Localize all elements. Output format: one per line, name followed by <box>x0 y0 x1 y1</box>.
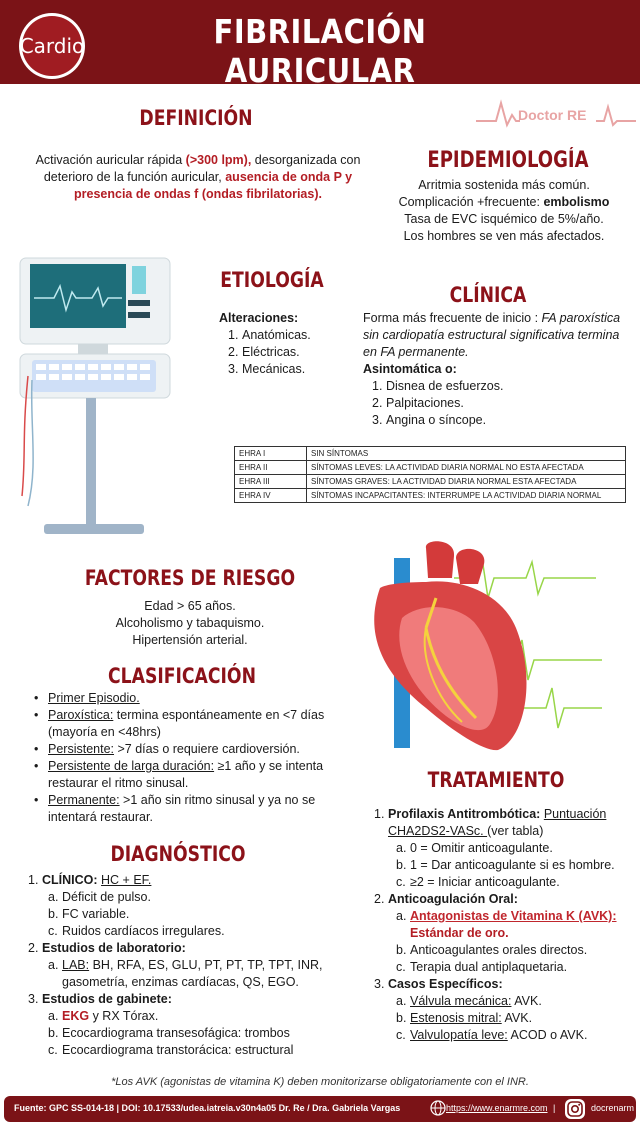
definicion-t4: ausencia de onda P y presencia de ondas f (ondas fibrilatorias). <box>74 170 353 201</box>
diag-subitem <box>48 1042 362 1059</box>
table-row <box>235 489 626 503</box>
bullet: • <box>34 759 39 773</box>
letter: a. <box>48 1009 59 1023</box>
ehra-table <box>234 446 626 503</box>
clasificacion-list <box>34 690 334 826</box>
ehra-class: EHRA II <box>235 461 307 475</box>
diag-heading-1 <box>28 872 362 889</box>
clasif-desc: >7 días o requiere cardioversión. <box>114 742 300 756</box>
trat-heading-2 <box>374 891 636 908</box>
ehra-desc: SIN SÍNTOMAS <box>307 447 626 461</box>
trat-case-label: Valvulopatía leve: <box>410 1028 508 1042</box>
diag-subitem-text: Ruidos cardíacos irregulares. <box>62 924 225 938</box>
ehra-desc: SÍNTOMAS GRAVES: LA ACTIVIDAD DIARIA NORMAL ESTA AFECTADA <box>307 475 626 489</box>
trat-sublist-3 <box>374 993 636 1044</box>
clinica-list <box>372 378 572 429</box>
ehra-class: EHRA IV <box>235 489 307 503</box>
clasif-label: Persistente de larga duración: <box>48 759 215 773</box>
globe-icon <box>430 1100 446 1116</box>
diag-sublist-1 <box>28 889 362 940</box>
num: 1. <box>228 328 239 342</box>
page-title: FIBRILACIÓN AURICULAR <box>213 12 427 90</box>
letter: b. <box>396 858 407 872</box>
diag-ekg: EKG <box>62 1009 90 1023</box>
clinica-title: CLÍNICA <box>449 283 527 307</box>
clinica-intro-italic: FA paroxística sin cardiopatía estructural significativa termina en FA permanente. <box>363 311 621 359</box>
num: 2. <box>372 396 383 410</box>
diag-subitem <box>48 1008 362 1025</box>
trat-h2: Anticoagulación Oral: <box>388 892 518 906</box>
clasificacion-item <box>34 741 334 758</box>
definicion-t1: Activación auricular rápida <box>35 153 186 167</box>
epidemiologia-text <box>364 177 640 245</box>
ehra-desc: SÍNTOMAS INCAPACITANTES: INTERRUMPE LA ACTIVIDAD DIARIA NORMAL <box>307 489 626 503</box>
trat-case-label: Estenosis mitral: <box>410 1011 502 1025</box>
table-row <box>235 461 626 475</box>
trat-subitem <box>396 840 636 857</box>
trat-heading-3 <box>374 976 636 993</box>
diag-lab-text: BH, RFA, ES, GLU, PT, PT, TP, TPT, INR, gasometría, enzimas cardíacas, QS, EGO. <box>62 958 323 989</box>
trat-subitem <box>396 959 636 976</box>
logo-text: Cardio <box>22 16 82 76</box>
diag-lab-label: LAB: <box>62 958 90 972</box>
clinica-item-text: Angina o síncope. <box>386 413 487 427</box>
clinica-item-text: Palpitaciones. <box>386 396 464 410</box>
clinica-asint: Asintomática o: <box>363 362 457 376</box>
trat-subitem <box>396 908 636 942</box>
clinica-intro-text: Forma más frecuente de inicio : <box>363 311 542 325</box>
etiologia-item-text: Anatómicas. <box>242 328 311 342</box>
letter: a. <box>48 958 59 972</box>
diag-subitem-text: FC variable. <box>62 907 130 921</box>
letter: a. <box>396 994 407 1008</box>
num: 3. <box>28 992 39 1006</box>
num: 3. <box>372 413 383 427</box>
letter: b. <box>396 943 407 957</box>
trat-avk-standard: Estándar de oro. <box>410 926 509 940</box>
bullet: • <box>34 691 39 705</box>
letter: c. <box>396 875 406 889</box>
bullet: • <box>34 793 39 807</box>
letter: b. <box>48 907 59 921</box>
footer-source: Fuente: GPC SS-014-18 | DOI: 10.17533/udea.iatreia.v30n4a05 Dr. Re / Dra. Gabriela Vargas <box>14 1103 401 1113</box>
trat-subitem <box>396 1027 636 1044</box>
trat-subitem <box>396 1010 636 1027</box>
clinica-item-text: Disnea de esfuerzos. <box>386 379 504 393</box>
epi-l2a: Complicación +frecuente: <box>398 195 544 209</box>
clasif-desc: ≥1 año y se intenta restaurar el ritmo sinusal. <box>48 759 324 790</box>
trat-h3: Casos Específicos: <box>388 977 503 991</box>
trat-h1a: Profilaxis Antitrombótica: <box>388 807 544 821</box>
clasificacion-title: CLASIFICACIÓN <box>108 664 256 688</box>
trat-subitem-text: Anticoagulantes orales directos. <box>410 943 588 957</box>
clasif-label: Primer Episodio. <box>48 691 140 705</box>
clasificacion-item <box>34 707 334 741</box>
cardio-logo <box>19 13 85 79</box>
diag-subitem-text: Ecocardiograma transtorácica: estructural <box>62 1043 294 1057</box>
epi-line-2 <box>364 194 640 211</box>
epi-line-1: Arritmia sostenida más común. <box>418 178 590 192</box>
footer-separator: | <box>553 1103 556 1113</box>
num: 3. <box>228 362 239 376</box>
diag-h3: Estudios de gabinete: <box>42 992 172 1006</box>
tratamiento-list <box>374 806 636 1044</box>
tratamiento-title: TRATAMIENTO <box>427 768 565 792</box>
letter: a. <box>396 841 407 855</box>
diag-sublist-2 <box>28 957 362 991</box>
diag-heading-3 <box>28 991 362 1008</box>
diag-subitem <box>48 889 362 906</box>
clasificacion-item <box>34 758 334 792</box>
factor-item: Alcoholismo y tabaquismo. <box>115 616 265 630</box>
letter: c. <box>396 960 406 974</box>
diagnostico-list <box>28 872 362 1059</box>
clinica-item <box>372 412 572 429</box>
bullet: • <box>34 742 39 756</box>
diag-h1a: CLÍNICO: <box>42 873 102 887</box>
factor-item: Hipertensión arterial. <box>132 633 248 647</box>
diag-subitem <box>48 923 362 940</box>
diag-h1b: HC + EF. <box>101 873 152 887</box>
definicion-text <box>28 152 368 203</box>
epi-line-3: Tasa de EVC isquémico de 5%/año. <box>404 212 604 226</box>
ehra-class: EHRA I <box>235 447 307 461</box>
ehra-class: EHRA III <box>235 475 307 489</box>
etiologia-title: ETIOLOGÍA <box>220 268 324 292</box>
trat-sublist-2 <box>374 908 636 976</box>
num: 1. <box>374 807 385 821</box>
factores-list <box>50 598 330 649</box>
definicion-t2: (>300 lpm), <box>185 153 252 167</box>
etiologia-item <box>228 344 358 361</box>
definicion-title: DEFINICIÓN <box>139 106 253 130</box>
epi-line-4: Los hombres se ven más afectados. <box>403 229 605 243</box>
trat-subitem-text: 0 = Omitir anticoagulante. <box>410 841 553 855</box>
trat-heading-1 <box>374 806 636 840</box>
clasif-label: Paroxística: <box>48 708 114 722</box>
footer-website-link[interactable]: https://www.enarmre.com <box>446 1103 548 1113</box>
trat-subitem-text: ≥2 = Iniciar anticoagulante. <box>410 875 560 889</box>
factor-item: Edad > 65 años. <box>144 599 236 613</box>
factores-title: FACTORES DE RIESGO <box>84 566 296 590</box>
diag-h2: Estudios de laboratorio: <box>42 941 186 955</box>
trat-case-value: AVK. <box>511 994 542 1008</box>
table-row <box>235 475 626 489</box>
diag-subitem <box>48 906 362 923</box>
etiologia-item <box>228 327 358 344</box>
clinica-intro <box>363 310 631 361</box>
num: 2. <box>28 941 39 955</box>
num: 1. <box>28 873 39 887</box>
avk-note: *Los AVK (agonistas de vitamina K) deben monitorizarse obligatoriamente con el INR. <box>111 1076 529 1088</box>
etiologia-item-text: Mecánicas. <box>242 362 306 376</box>
etiologia-list <box>228 327 358 378</box>
trat-subitem <box>396 874 636 891</box>
num: 2. <box>374 892 385 906</box>
table-row <box>235 447 626 461</box>
clasificacion-item <box>34 792 334 826</box>
letter: b. <box>396 1011 407 1025</box>
ehra-desc: SÍNTOMAS LEVES: LA ACTIVIDAD DIARIA NORMAL NO ESTA AFECTADA <box>307 461 626 475</box>
clasif-label: Permanente: <box>48 793 120 807</box>
trat-subitem-text: 1 = Dar anticoagulante si es hombre. <box>410 858 615 872</box>
trat-sublist-1 <box>374 840 636 891</box>
clasif-label: Persistente: <box>48 742 115 756</box>
clinica-item <box>372 378 572 395</box>
trat-h1c: (ver tabla) <box>487 824 544 838</box>
doctor-re-brand <box>474 95 638 129</box>
instagram-icon[interactable] <box>564 1098 586 1120</box>
doctor-re-text: Doctor RE <box>518 107 587 123</box>
trat-case-value: ACOD o AVK. <box>507 1028 588 1042</box>
etiologia-item <box>228 361 358 378</box>
trat-subitem-text: Terapia dual antiplaquetaria. <box>410 960 568 974</box>
clasificacion-item <box>34 690 334 707</box>
epi-l2b: embolismo <box>543 195 610 209</box>
trat-avk: Antagonistas de Vitamina K (AVK): <box>410 909 617 923</box>
diag-subitem <box>48 1025 362 1042</box>
diag-sublist-3 <box>28 1008 362 1059</box>
diag-subitem-text: Ecocardiograma transesofágica: trombos <box>62 1026 290 1040</box>
letter: a. <box>48 890 59 904</box>
num: 2. <box>228 345 239 359</box>
letter: a. <box>396 909 407 923</box>
bullet: • <box>34 708 39 722</box>
clasif-desc: >1 año sin ritmo sinusal y ya no se intentará restaurar. <box>48 793 316 824</box>
trat-case-value: AVK. <box>501 1011 533 1025</box>
letter: c. <box>396 1028 406 1042</box>
diagnostico-title: DIAGNÓSTICO <box>110 842 246 866</box>
letter: c. <box>48 924 58 938</box>
num: 1. <box>372 379 383 393</box>
diag-subitem-text: Déficit de pulso. <box>62 890 151 904</box>
etiologia-heading: Alteraciones: <box>219 311 299 325</box>
diag-heading-2 <box>28 940 362 957</box>
definicion-t3: desorganizada con deterioro de la función auricular, <box>43 153 361 184</box>
letter: c. <box>48 1043 58 1057</box>
footer-instagram-handle[interactable]: docrenarm <box>591 1103 635 1113</box>
heart-illustration <box>366 538 610 762</box>
trat-subitem <box>396 993 636 1010</box>
etiologia-item-text: Eléctricas. <box>242 345 300 359</box>
diag-subitem <box>48 957 362 991</box>
trat-subitem <box>396 857 636 874</box>
trat-subitem <box>396 942 636 959</box>
ecg-monitor-illustration <box>18 256 174 552</box>
letter: b. <box>48 1026 59 1040</box>
trat-h1b: Puntuación CHA2DS2-VASc. <box>388 807 607 838</box>
clinica-item <box>372 395 572 412</box>
num: 3. <box>374 977 385 991</box>
clasif-desc: termina espontáneamente en <7 días (mayoría en <48hrs) <box>48 708 325 739</box>
diag-g1b: y RX Tórax. <box>89 1009 159 1023</box>
epidemiologia-title: EPIDEMIOLOGÍA <box>427 148 589 173</box>
trat-case-label: Válvula mecánica: <box>410 994 512 1008</box>
